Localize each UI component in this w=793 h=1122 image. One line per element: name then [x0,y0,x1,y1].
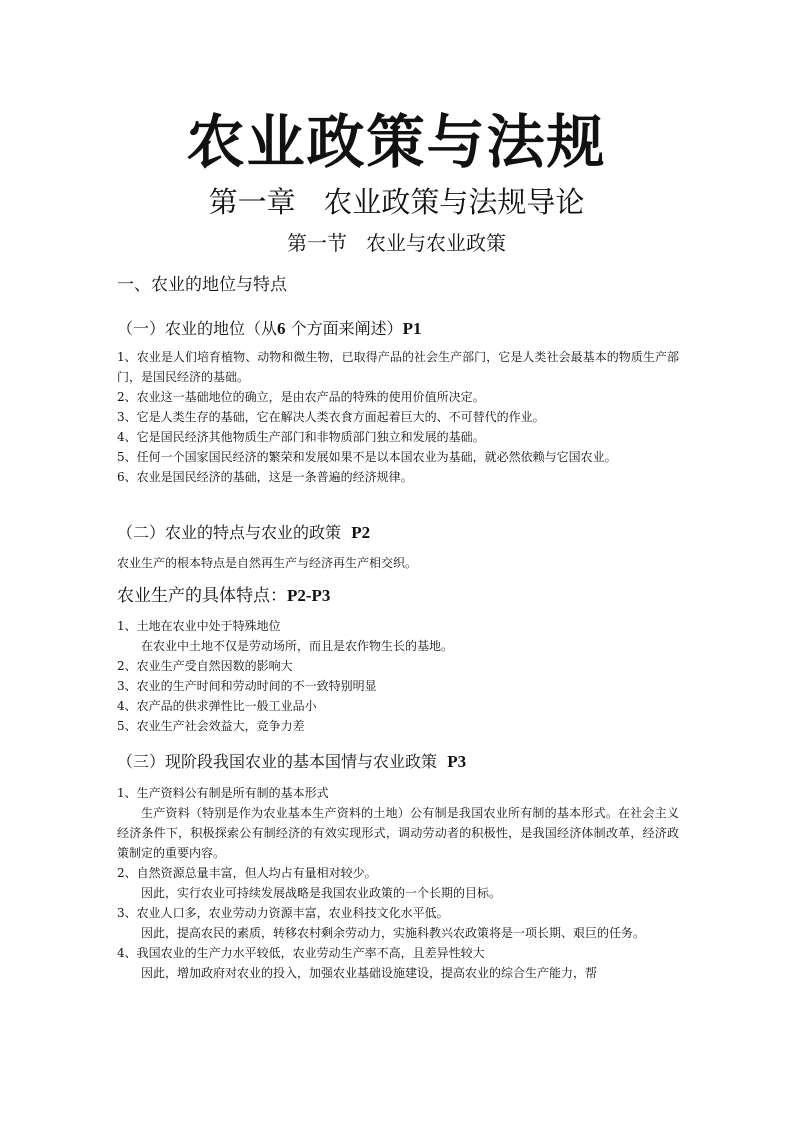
list-item: 2、自然资源总量丰富，但人均占有量相对较少。 [117,866,377,880]
subsection-heading-3 [117,750,466,774]
list-item: 3、农业人口多，农业劳动力资源丰富，农业科技文化水平低。 [117,906,449,920]
subsection-2-body [117,616,679,736]
chapter-title: 第一章 农业政策与法规导论 [208,185,585,219]
list-item-detail: 因此，提高农民的素质，转移农村剩余劳动力，实施科教兴农政策将是一项长期、艰巨的任务。 [141,926,646,940]
list-item: 5、任何一个国家国民经济的繁荣和发展如果不是以本国农业为基础，就必然依赖与它国农业。 [117,450,617,464]
list-item-detail: 在农业中土地不仅是劳动场所，而且是农作物生长的基地。 [141,639,454,653]
subsection-2-intro [117,553,679,573]
document-title: 农业政策与法规 [186,108,607,176]
list-item: 4、它是国民经济其他物质生产部门和非物质部门独立和发展的基础。 [117,430,485,444]
subsection-heading-2 [117,521,370,545]
subsection-heading-3-page: P3 [447,752,467,771]
list-item: 3、农业的生产时间和劳动时间的不一致特别明显 [117,679,377,693]
subsection-heading-1-number: 6 [277,319,286,338]
list-item: 1、农业是人们培育植物、动物和微生物，已取得产品的社会生产部门，它是人类社会最基本的物质生产部门，是国民经济的基础。 [117,350,679,384]
part-heading: 一、农业的地位与特点 [117,275,287,295]
subsection-3-body [117,783,679,983]
list-item: 6、农业是国民经济的基础，这是一条普遍的经济规律。 [117,470,413,484]
list-item: 4、我国农业的生产力水平较低，农业劳动生产率不高，且差异性较大 [117,946,485,960]
features-heading-page: P2-P3 [287,586,331,605]
subsection-heading-2-page: P2 [351,523,371,542]
subsection-heading-3-prefix: （三）现阶段我国农业的基本国情与农业政策 [117,752,448,771]
subsection-heading-2-prefix: （二）农业的特点与农业的政策 [117,523,352,542]
list-item: 5、农业生产社会效益大，竞争力差 [117,719,305,733]
list-item-detail: 因此，实行农业可持续发展战略是我国农业政策的一个长期的目标。 [141,886,502,900]
list-item: 2、农业生产受自然因数的影响大 [117,659,293,673]
features-heading [117,584,330,608]
subsection-heading-1 [117,317,422,341]
subsection-1-body [117,347,679,487]
list-item: 3、它是人类生存的基础，它在解决人类衣食方面起着巨大的、不可替代的作业。 [117,410,545,424]
features-heading-prefix: 农业生产的具体特点： [117,586,287,606]
section-title: 第一节 农业与农业政策 [286,231,507,255]
list-item: 1、生产资料公有制是所有制的基本形式 [117,786,329,800]
list-item: 4、农产品的供求弹性比一般工业品小 [117,699,317,713]
list-item: 1、土地在农业中处于特殊地位 [117,619,281,633]
subsection-heading-1-mid: 个方面来阐述） [285,319,403,338]
subsection-heading-1-page: P1 [402,319,422,338]
subsection-heading-1-prefix: （一）农业的地位（从 [117,319,278,338]
list-item: 2、农业这一基础地位的确立，是由农产品的特殊的使用价值所决定。 [117,390,485,404]
list-item-detail: 因此，增加政府对农业的投入，加强农业基础设施建设，提高农业的综合生产能力，帮 [141,966,598,980]
list-item-detail: 生产资料（特别是作为农业基本生产资料的土地）公有制是我国农业所有制的基本形式。在社会主义经济条件下，积极探索公有制经济的有效实现形式，调动劳动者的积极性，是我国经济体制改革，经济政策制定的重要内容。 [117,806,679,860]
paragraph: 农业生产的根本特点是自然再生产与经济再生产相交织。 [117,556,418,570]
